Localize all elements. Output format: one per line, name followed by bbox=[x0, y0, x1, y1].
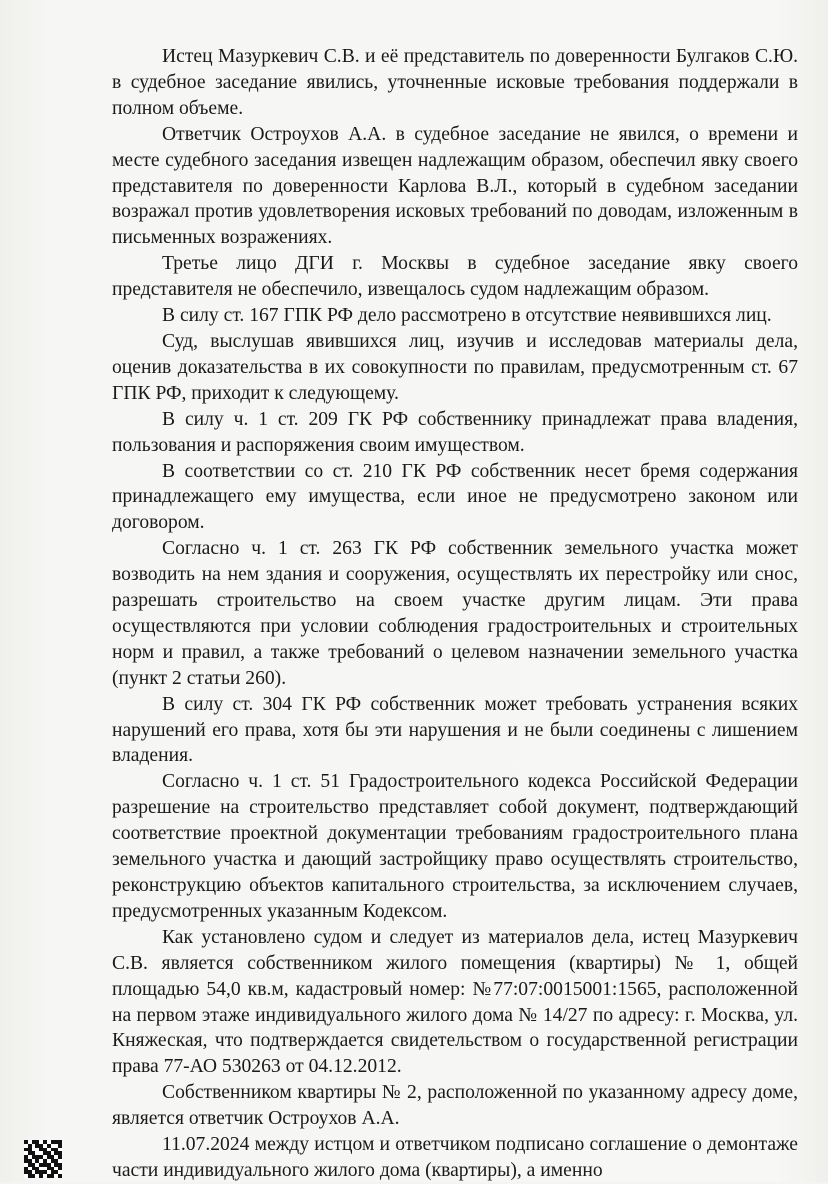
paragraph: 11.07.2024 между истцом и ответчиком подписано соглашение о демонтаже части индивидуального жилого дома (квартиры), а именно bbox=[112, 1134, 798, 1181]
paragraph: Согласно ч. 1 ст. 263 ГК РФ собственник земельного участка может возводить на нем здания и сооружения, осуществлять их перестройку или снос, разрешать строительство на своем участке другим лицам. Эти права осуществляются при условии соблюдения градостроительных и строительных норм и правил, а также требований о целевом назначении земельного участка (пункт 2 статьи 260). bbox=[112, 538, 798, 689]
paragraph: В силу ч. 1 ст. 209 ГК РФ собственнику принадлежат права владения, пользования и распоряжения своим имуществом. bbox=[112, 408, 798, 456]
paragraph: Третье лицо ДГИ г. Москвы в судебное заседание явку своего представителя не обеспечило, извещалось судом надлежащим образом. bbox=[112, 253, 798, 301]
paragraph: Ответчик Остроухов А.А. в судебное заседание не явился, о времени и месте судебного заседания извещен надлежащим образом, обеспечил явку своего представителя по доверенности Карлова В.Л., который в судебном заседании возражал против удовлетворения исковых требований по доводам, изложенным в письменных возражениях. bbox=[112, 123, 798, 249]
paragraph: Как установлено судом и следует из материалов дела, истец Мазуркевич С.В. является собственником жилого помещения (квартиры) № 1, общей площадью 54,0 кв.м, кадастровый номер: №77:07:0015001:1565, расположенной на первом этаже индивидуального жилого дома № 14/27 по адресу: г. Москва, ул. Княжеская, что подтверждается свидетельством о государственной регистрации права 77-АО 530263 от 04.12.2012. bbox=[112, 926, 798, 1078]
paragraph: Суд, выслушав явившихся лиц, изучив и исследовав материалы дела, оценив доказательства в их совокупности по правилам, предусмотренным ст. 67 ГПК РФ, приходит к следующему. bbox=[112, 330, 798, 404]
paragraph: Собственником квартиры № 2, расположенной по указанному адресу доме, является ответчик Остроухов А.А. bbox=[112, 1082, 798, 1130]
qr-code-icon bbox=[24, 1140, 62, 1178]
paragraph: В силу ст. 167 ГПК РФ дело рассмотрено в отсутствие неявившихся лиц. bbox=[162, 305, 772, 327]
paragraph: Согласно ч. 1 ст. 51 Градостроительного кодекса Российской Федерации разрешение на строительство представляет собой документ, подтверждающий соответствие проектной документации требованиям градостроительного плана земельного участка и дающий застройщику право осуществлять строительство, реконструкцию объектов капитального строительства, за исключением случаев, предусмотренных указанным Кодексом. bbox=[112, 771, 798, 922]
document-body bbox=[112, 44, 798, 1184]
paragraph: В силу ст. 304 ГК РФ собственник может требовать устранения всяких нарушений его права, хотя бы эти нарушения и не были соединены с лишением владения. bbox=[112, 693, 798, 767]
paragraph: Истец Мазуркевич С.В. и её представитель по доверенности Булгаков С.Ю. в судебное заседание явились, уточненные исковые требования поддержали в полном объеме. bbox=[112, 46, 798, 119]
paragraph: В соответствии со ст. 210 ГК РФ собственник несет бремя содержания принадлежащего ему имущества, если иное не предусмотрено законом или договором. bbox=[112, 460, 798, 534]
